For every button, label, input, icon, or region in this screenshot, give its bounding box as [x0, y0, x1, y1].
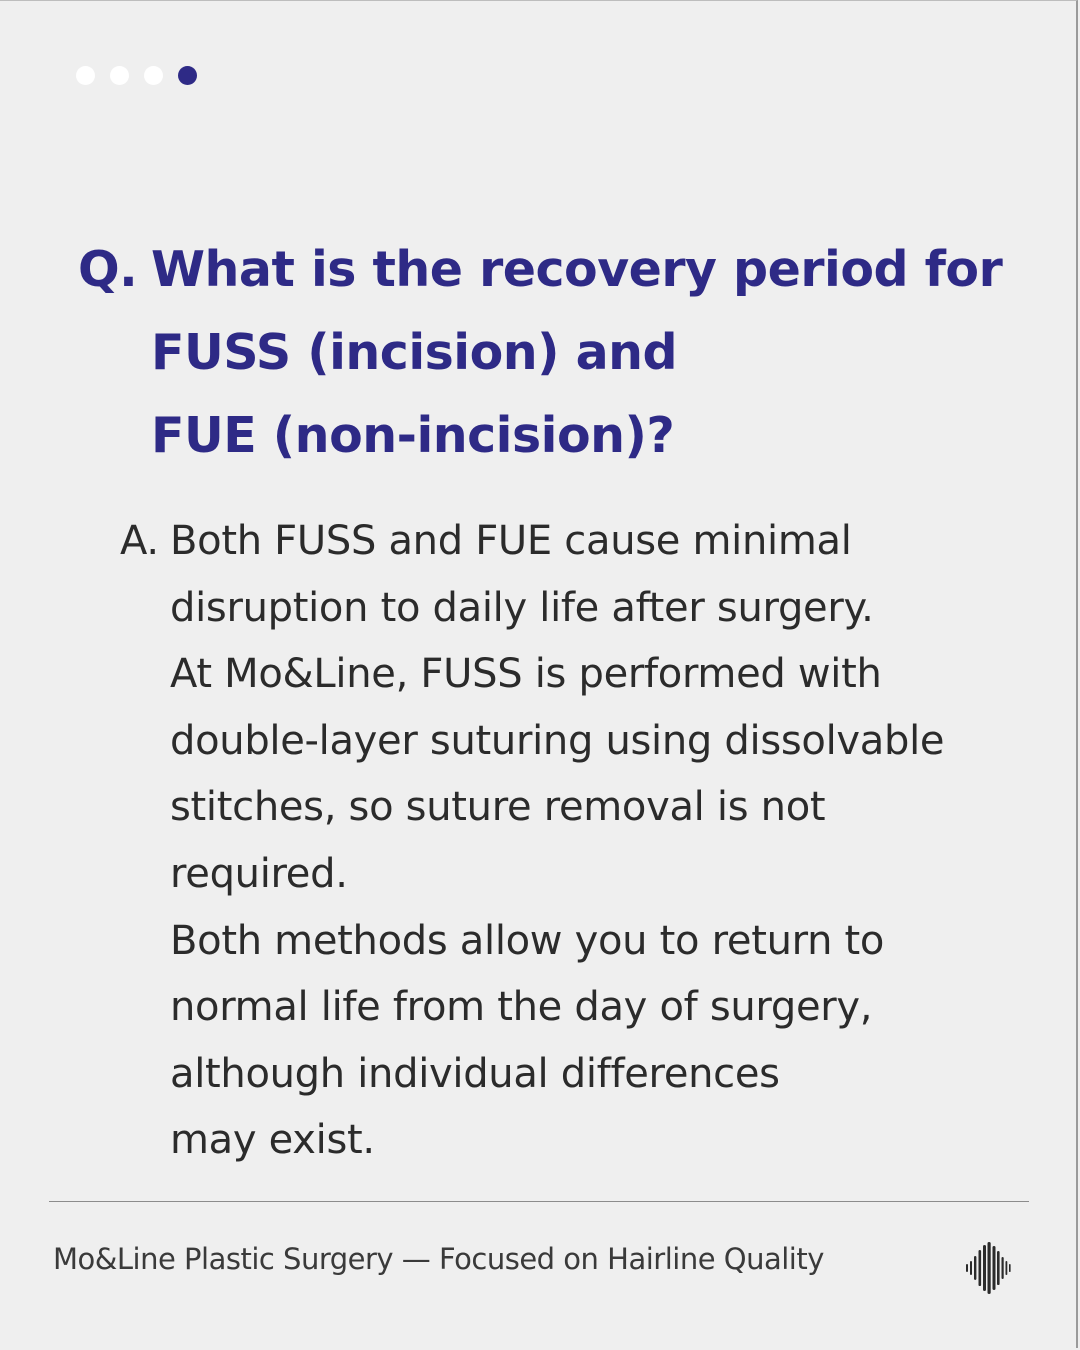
answer-line: Both FUSS and FUE cause minimal: [170, 518, 852, 564]
answer-line: stitches, so suture removal is not: [170, 784, 826, 831]
question-line: What is the recovery period for: [151, 241, 1003, 298]
pagination-dot-2[interactable]: [110, 66, 129, 85]
pagination-dot-4-active[interactable]: [178, 66, 197, 85]
pagination-dot-3[interactable]: [144, 66, 163, 85]
footer-tagline: Mo&Line Plastic Surgery — Focused on Hairline Quality: [53, 1242, 824, 1276]
answer-line: required.: [170, 850, 348, 897]
answer-line: although individual differences: [170, 1050, 780, 1097]
pagination-dot-1[interactable]: [76, 66, 95, 85]
question-prefix: Q.: [78, 241, 138, 298]
answer-line: At Mo&Line, FUSS is performed with: [170, 651, 882, 698]
soundwave-logo-icon: [964, 1242, 1014, 1294]
pagination-dots: [76, 66, 197, 85]
answer-line: disruption to daily life after surgery.: [170, 584, 874, 631]
answer-line: Both methods allow you to return to: [170, 917, 885, 964]
question-text: [151, 228, 1002, 477]
question-line: FUSS (incision) and: [151, 324, 678, 381]
question-line: FUE (non-incision)?: [151, 407, 675, 464]
answer-line: may exist.: [170, 1117, 375, 1164]
answer-line: double-layer suturing using dissolvable: [170, 717, 945, 764]
answer-prefix: A.: [120, 518, 159, 564]
answer-line: normal life from the day of surgery,: [170, 984, 873, 1031]
footer-divider: [49, 1201, 1029, 1202]
answer-text: [170, 508, 944, 1174]
